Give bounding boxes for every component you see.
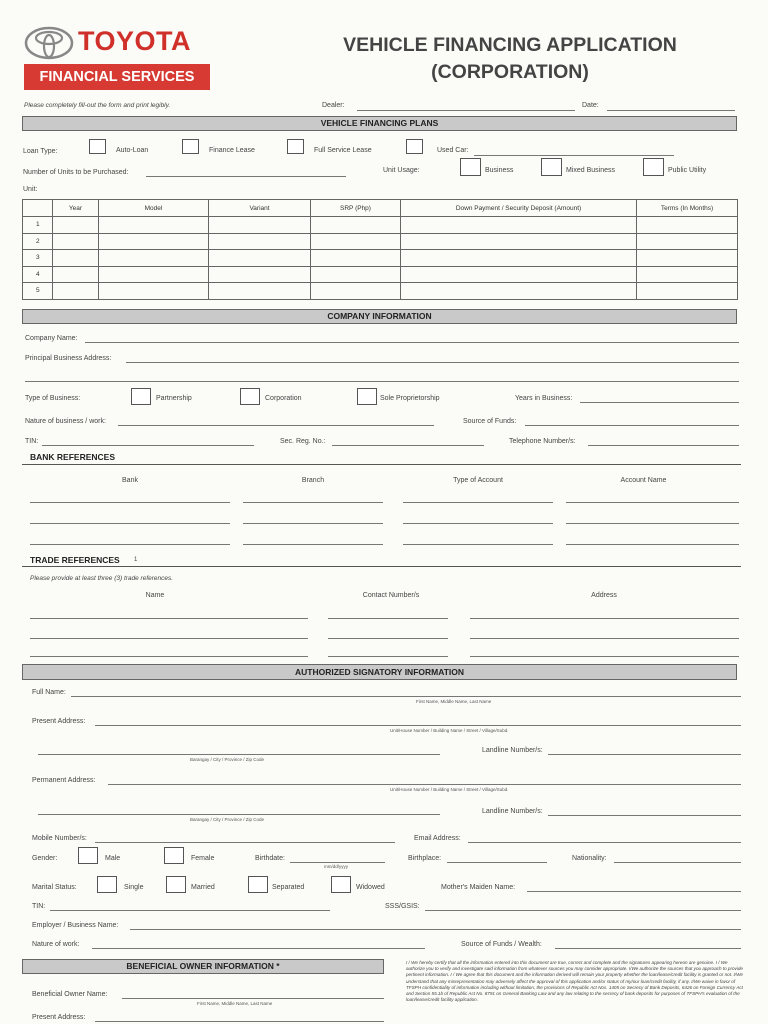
- beneficial-present-address-label: Present Address:: [32, 1014, 86, 1021]
- branch-field-1[interactable]: [243, 502, 383, 503]
- section-company-information: COMPANY INFORMATION: [22, 309, 737, 324]
- principal-address-field[interactable]: [126, 362, 739, 363]
- toyota-logo-icon: [24, 26, 74, 60]
- trade-contact-field-2[interactable]: [328, 638, 448, 639]
- mixed-business-checkbox[interactable]: [541, 158, 562, 176]
- present-address-field-2[interactable]: [38, 754, 440, 755]
- present-address-hint: Unit/House Number / Building Name / Street / Village/Subd.: [390, 728, 509, 733]
- source-of-wealth-label: Source of Funds / Wealth:: [461, 941, 542, 948]
- married-checkbox[interactable]: [166, 876, 186, 893]
- present-landline-label: Landline Number/s:: [482, 747, 543, 754]
- table-header-model: Model: [99, 200, 209, 217]
- section-vehicle-financing-plans: VEHICLE FINANCING PLANS: [22, 116, 737, 131]
- mothers-maiden-name-label: Mother's Maiden Name:: [441, 884, 516, 891]
- sec-reg-label: Sec. Reg. No.:: [280, 438, 326, 445]
- beneficial-owner-name-hint: First Name, Middle Name, Last Name: [197, 1001, 273, 1006]
- account-name-field-3[interactable]: [566, 544, 739, 545]
- sec-reg-field[interactable]: [332, 445, 484, 446]
- used-car-field[interactable]: [474, 155, 674, 156]
- full-service-lease-label: Full Service Lease: [314, 147, 372, 154]
- marital-status-label: Marital Status:: [32, 884, 77, 891]
- company-name-label: Company Name:: [25, 335, 78, 342]
- corporation-label: Corporation: [265, 395, 302, 402]
- financial-services-banner: FINANCIAL SERVICES: [24, 64, 210, 90]
- corporation-checkbox[interactable]: [240, 388, 260, 405]
- table-header-year: Year: [53, 200, 99, 217]
- single-label: Single: [124, 884, 144, 891]
- certification-text: I / We hereby certify that all the information entered into this document are true, correct and complete and the signatures appearing hereon are genuine. I / We authorize you to verify and investigate said information from whatever sources you may consider appropriate. I/We authorize the sources that you approach to provide pertinent information. I / We agree that this document and the information derived will remain your property whether the loan/lease/credit facility is granted or not. I/We understand that any misrepresentation may adversely affect the approval of this application and/or status of my/our loan/credit facility, if any. I/We waive in favor of TFSPH confidentiality of information including without limitation, the provisions of Republic Act Nos. 1405 on Secrecy of Bank Deposits, 6426 on Foreign Currency Act and Section 55.1b of Republic Act No. 8791 on General Banking Law and any law relating to the secrecy of bank deposits for purposes of TFSPH's evaluation of the loan/lease/credit facility application.: [406, 960, 743, 1003]
- nature-of-work-label: Nature of work:: [32, 941, 80, 948]
- account-name-column-header: Account Name: [620, 477, 667, 484]
- section-beneficial-owner: BENEFICIAL OWNER INFORMATION *: [22, 959, 384, 974]
- table-row: [23, 266, 738, 283]
- account-type-field-1[interactable]: [403, 502, 553, 503]
- section-authorized-signatory: AUTHORIZED SIGNATORY INFORMATION: [22, 664, 737, 680]
- used-car-label: Used Car:: [437, 147, 469, 154]
- permanent-address-field[interactable]: [108, 784, 741, 785]
- birthdate-label: Birthdate:: [255, 855, 285, 862]
- trade-address-field-1[interactable]: [470, 618, 739, 619]
- full-name-label: Full Name:: [32, 689, 66, 696]
- years-in-business-field[interactable]: [580, 402, 739, 403]
- table-header-srp: SRP (Php): [311, 200, 401, 217]
- email-field[interactable]: [468, 842, 741, 843]
- table-header-terms: Terms (In Months): [637, 200, 738, 217]
- finance-lease-checkbox[interactable]: [182, 139, 199, 154]
- email-label: Email Address:: [414, 835, 461, 842]
- table-row: [23, 233, 738, 250]
- type-of-business-label: Type of Business:: [25, 395, 81, 402]
- nationality-field[interactable]: [614, 862, 741, 863]
- trade-divider: [22, 566, 741, 567]
- date-label: Date:: [582, 102, 599, 109]
- instruction-text: Please completely fill-out the form and print legibly.: [24, 102, 171, 109]
- trade-name-column-header: Name: [145, 592, 165, 599]
- full-service-lease-checkbox[interactable]: [287, 139, 304, 154]
- trade-address-field-2[interactable]: [470, 638, 739, 639]
- years-in-business-label: Years in Business:: [515, 395, 573, 402]
- source-of-wealth-field[interactable]: [555, 948, 741, 949]
- permanent-landline-label: Landline Number/s:: [482, 808, 543, 815]
- unit-usage-label: Unit Usage:: [383, 167, 420, 174]
- account-type-field-3[interactable]: [403, 544, 553, 545]
- employer-label: Employer / Business Name:: [32, 922, 119, 929]
- full-name-field[interactable]: [71, 696, 741, 697]
- brand-name: TOYOTA: [78, 26, 192, 56]
- auto-loan-checkbox[interactable]: [89, 139, 106, 154]
- permanent-address-hint: Unit/House Number / Building Name / Street / Village/Subd.: [390, 787, 509, 792]
- branch-field-2[interactable]: [243, 523, 383, 524]
- trade-address-field-3[interactable]: [470, 656, 739, 657]
- mixed-business-label: Mixed Business: [566, 167, 616, 174]
- sole-proprietorship-label: Sole Proprietorship: [380, 395, 440, 402]
- male-checkbox[interactable]: [78, 847, 98, 864]
- source-of-funds-label: Source of Funds:: [463, 418, 517, 425]
- trade-address-column-header: Address: [591, 592, 617, 599]
- separated-label: Separated: [272, 884, 305, 891]
- male-label: Male: [105, 855, 121, 862]
- bank-field-3[interactable]: [30, 544, 230, 545]
- female-label: Female: [191, 855, 215, 862]
- trade-name-field-2[interactable]: [30, 638, 308, 639]
- partnership-checkbox[interactable]: [131, 388, 151, 405]
- business-checkbox[interactable]: [460, 158, 481, 176]
- account-type-column-header: Type of Account: [453, 477, 503, 484]
- permanent-address-field-2[interactable]: [38, 814, 440, 815]
- beneficial-owner-name-field[interactable]: [122, 998, 384, 999]
- account-name-field-2[interactable]: [566, 523, 739, 524]
- telephone-field[interactable]: [588, 445, 739, 446]
- nature-of-work-field[interactable]: [92, 948, 425, 949]
- form-subtitle: (CORPORATION): [431, 61, 589, 83]
- account-name-field-1[interactable]: [566, 502, 739, 503]
- permanent-address-label: Permanent Address:: [32, 777, 96, 784]
- public-utility-label: Public Utility: [668, 167, 707, 174]
- section-bank-references: BANK REFERENCES: [30, 452, 116, 462]
- nationality-label: Nationality:: [572, 855, 607, 862]
- beneficial-owner-name-label: Beneficial Owner Name:: [32, 991, 108, 998]
- female-checkbox[interactable]: [164, 847, 184, 864]
- row-number: 4: [23, 266, 53, 283]
- married-label: Married: [191, 884, 215, 891]
- business-label: Business: [485, 167, 514, 174]
- bank-field-1[interactable]: [30, 502, 230, 503]
- trade-contact-field-3[interactable]: [328, 656, 448, 657]
- trade-instruction: Please provide at least three (3) trade references.: [30, 575, 174, 582]
- finance-lease-label: Finance Lease: [209, 147, 255, 154]
- mobile-field[interactable]: [95, 842, 395, 843]
- used-car-checkbox[interactable]: [406, 139, 423, 154]
- loan-type-label: Loan Type:: [23, 148, 58, 155]
- separated-checkbox[interactable]: [248, 876, 268, 893]
- permanent-barangay-hint: Barangay / City / Province / Zip Code: [190, 817, 265, 822]
- trade-name-field-3[interactable]: [30, 656, 308, 657]
- row-number: 2: [23, 233, 53, 250]
- principal-address-label: Principal Business Address:: [25, 355, 112, 362]
- units-label: Number of Units to be Purchased:: [23, 169, 129, 176]
- section-trade-references: TRADE REFERENCES: [30, 555, 120, 565]
- tin-label: TIN:: [25, 438, 39, 445]
- widowed-label: Widowed: [356, 884, 385, 891]
- nature-of-business-label: Nature of business / work:: [25, 418, 106, 425]
- unit-label: Unit:: [23, 186, 38, 193]
- company-name-field[interactable]: [85, 342, 739, 343]
- widowed-checkbox[interactable]: [331, 876, 351, 893]
- public-utility-checkbox[interactable]: [643, 158, 664, 176]
- account-type-field-2[interactable]: [403, 523, 553, 524]
- row-number: 5: [23, 283, 53, 300]
- present-address-field[interactable]: [95, 725, 741, 726]
- units-field[interactable]: [146, 176, 346, 177]
- mothers-maiden-name-field[interactable]: [527, 891, 741, 892]
- trade-contact-column-header: Contact Number/s: [362, 592, 420, 599]
- nature-of-business-field[interactable]: [118, 425, 434, 426]
- employer-field[interactable]: [130, 929, 741, 930]
- signatory-tin-label: TIN:: [32, 903, 46, 910]
- mobile-label: Mobile Number/s:: [32, 835, 87, 842]
- trade-contact-field-1[interactable]: [328, 618, 448, 619]
- date-field[interactable]: [607, 110, 735, 111]
- partnership-label: Partnership: [156, 395, 192, 402]
- row-number: 1: [23, 217, 53, 234]
- bank-column-header: Bank: [122, 477, 138, 484]
- units-table: [22, 199, 738, 300]
- branch-field-3[interactable]: [243, 544, 383, 545]
- source-of-funds-field[interactable]: [525, 425, 739, 426]
- sss-gsis-label: SSS/GSIS:: [385, 903, 420, 910]
- table-row: [23, 283, 738, 300]
- sole-proprietorship-checkbox[interactable]: [357, 388, 377, 405]
- birthplace-field[interactable]: [447, 862, 547, 863]
- form-title: VEHICLE FINANCING APPLICATION: [343, 34, 677, 56]
- permanent-landline-field[interactable]: [548, 815, 741, 816]
- row-number: 3: [23, 250, 53, 267]
- birthdate-field[interactable]: [290, 862, 385, 863]
- auto-loan-label: Auto-Loan: [116, 147, 149, 154]
- dealer-field[interactable]: [357, 110, 575, 111]
- bank-divider: [22, 464, 741, 465]
- principal-address-field-2[interactable]: [25, 381, 739, 382]
- present-landline-field[interactable]: [548, 754, 741, 755]
- table-row: [23, 217, 738, 234]
- present-address-label: Present Address:: [32, 718, 86, 725]
- table-row: [23, 250, 738, 267]
- table-header: [23, 200, 53, 217]
- beneficial-present-address-field[interactable]: [95, 1021, 384, 1022]
- branch-column-header: Branch: [301, 477, 325, 484]
- bank-field-2[interactable]: [30, 523, 230, 524]
- trade-name-field-1[interactable]: [30, 618, 308, 619]
- birthplace-label: Birthplace:: [408, 855, 442, 862]
- tin-field[interactable]: [42, 445, 254, 446]
- present-barangay-hint: Barangay / City / Province / Zip Code: [190, 757, 265, 762]
- telephone-label: Telephone Number/s:: [509, 438, 576, 445]
- birthdate-hint: mm/dd/yyyy: [324, 864, 349, 869]
- signatory-tin-field[interactable]: [50, 910, 330, 911]
- dealer-label: Dealer:: [322, 102, 345, 109]
- single-checkbox[interactable]: [97, 876, 117, 893]
- table-header-down-payment: Down Payment / Security Deposit (Amount): [401, 200, 637, 217]
- trade-reference-mark: 1: [134, 557, 138, 563]
- full-name-hint: First Name, Middle Name, Last Name: [416, 699, 492, 704]
- table-header-variant: Variant: [209, 200, 311, 217]
- sss-gsis-field[interactable]: [425, 910, 741, 911]
- gender-label: Gender:: [32, 855, 58, 862]
